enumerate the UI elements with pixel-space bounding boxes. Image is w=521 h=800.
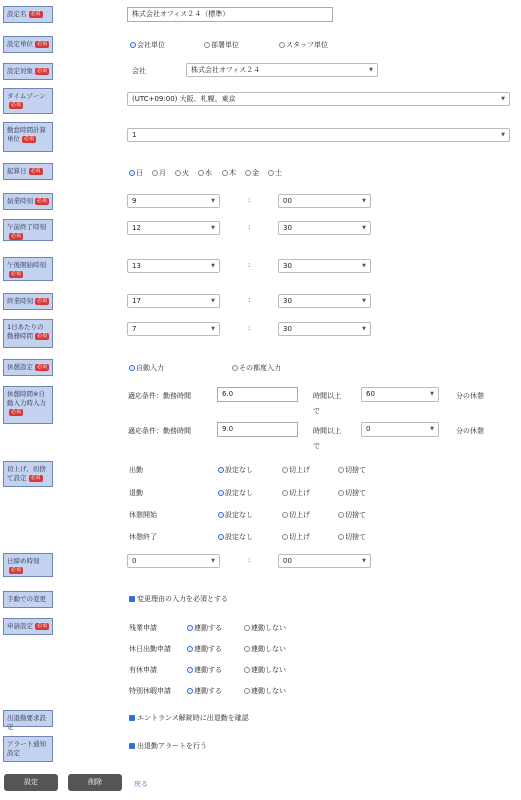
daily-minute-select[interactable]: 30 ▼ bbox=[278, 322, 371, 336]
radio-circle bbox=[187, 688, 193, 694]
label-pm-start: 午後開始時刻 必須 bbox=[3, 257, 53, 281]
radio-rounding-down[interactable]: 切捨て bbox=[338, 488, 366, 498]
radio-rounding-up[interactable]: 切上げ bbox=[282, 488, 310, 498]
radio-circle bbox=[218, 467, 224, 473]
label-requests: 申請設定 必須 bbox=[3, 618, 53, 635]
radio-rounding-none[interactable]: 設定なし bbox=[218, 532, 253, 542]
radio-circle bbox=[268, 170, 274, 176]
label-cutoff: 日締め時刻 必須 bbox=[3, 553, 53, 577]
label-end-time: 終業時刻 必須 bbox=[3, 293, 53, 310]
chevron-down-icon: ▼ bbox=[211, 198, 215, 204]
radio-request-linked[interactable]: 連動する bbox=[187, 686, 222, 696]
radio-department-unit[interactable]: 部署単位 bbox=[204, 40, 239, 50]
chevron-down-icon: ▼ bbox=[430, 391, 434, 397]
label-manual-change: 手動での変更 bbox=[3, 591, 53, 608]
chevron-down-icon: ▼ bbox=[362, 263, 366, 269]
radio-request-linked[interactable]: 連動する bbox=[187, 665, 222, 675]
time-colon: : bbox=[248, 261, 251, 269]
label-alert: アラート通知設定 bbox=[3, 736, 53, 762]
radio-break-auto[interactable]: 自動入力 bbox=[129, 363, 164, 373]
radio-request-linked[interactable]: 連動する bbox=[187, 623, 222, 633]
chevron-down-icon: ▼ bbox=[369, 67, 373, 73]
label-start-day: 起算日 必須 bbox=[3, 163, 53, 180]
submit-button[interactable]: 設定 bbox=[4, 774, 58, 791]
chevron-down-icon: ▼ bbox=[211, 326, 215, 332]
radio-circle bbox=[338, 534, 344, 540]
break-cond2-mid2: で bbox=[313, 442, 320, 450]
required-badge: 必須 bbox=[11, 101, 22, 108]
label-setting-unit: 設定単位 必須 bbox=[3, 36, 53, 53]
radio-rounding-up[interactable]: 切上げ bbox=[282, 465, 310, 475]
rounding-item-name: 退勤 bbox=[129, 489, 143, 497]
radio-circle bbox=[244, 625, 250, 631]
request-item-name: 残業申請 bbox=[129, 624, 157, 632]
radio-rounding-none[interactable]: 設定なし bbox=[218, 488, 253, 498]
label-break-setting: 休憩設定 必須 bbox=[3, 359, 53, 376]
radio-day-mon[interactable]: 月 bbox=[152, 168, 166, 178]
start-minute-select[interactable]: 00 ▼ bbox=[278, 194, 371, 208]
radio-circle bbox=[218, 490, 224, 496]
request-item-name: 休日出勤申請 bbox=[129, 645, 171, 653]
radio-company-unit[interactable]: 会社単位 bbox=[130, 40, 165, 50]
manual-change-checkbox[interactable]: 変更理由の入力を必須とする bbox=[129, 594, 228, 604]
radio-day-fri[interactable]: 金 bbox=[245, 168, 259, 178]
required-badge: 必須 bbox=[11, 566, 22, 573]
chevron-down-icon: ▼ bbox=[362, 326, 366, 332]
target-prefix: 会社 bbox=[132, 67, 146, 75]
cutoff-hour-select[interactable]: 0 ▼ bbox=[127, 554, 220, 568]
rounding-item-name: 休憩開始 bbox=[129, 511, 157, 519]
cutoff-minute-select[interactable]: 00 ▼ bbox=[278, 554, 371, 568]
radio-circle bbox=[338, 512, 344, 518]
radio-circle bbox=[204, 42, 210, 48]
break-cond1-prefix: 適応条件：勤務時間 bbox=[128, 392, 191, 400]
label-daily-hours: 1日あたりの勤務時間 必須 bbox=[3, 319, 53, 348]
radio-circle bbox=[129, 170, 135, 176]
radio-circle bbox=[244, 646, 250, 652]
radio-circle bbox=[187, 667, 193, 673]
checkbox-checked-icon bbox=[129, 715, 135, 721]
radio-circle bbox=[187, 625, 193, 631]
chevron-down-icon: ▼ bbox=[211, 225, 215, 231]
radio-staff-unit[interactable]: スタッフ単位 bbox=[279, 40, 328, 50]
radio-day-sat[interactable]: 土 bbox=[268, 168, 282, 178]
start-hour-select[interactable]: 9 ▼ bbox=[127, 194, 220, 208]
chevron-down-icon: ▼ bbox=[501, 132, 505, 138]
required-badge: 必須 bbox=[24, 135, 35, 142]
break-cond1-mid2: で bbox=[313, 407, 320, 415]
chevron-down-icon: ▼ bbox=[362, 225, 366, 231]
time-colon: : bbox=[248, 196, 251, 204]
radio-circle bbox=[222, 170, 228, 176]
radio-day-wed[interactable]: 水 bbox=[198, 168, 212, 178]
time-colon: : bbox=[248, 324, 251, 332]
label-setting-target: 設定対象 必須 bbox=[3, 63, 53, 80]
chevron-down-icon: ▼ bbox=[430, 426, 434, 432]
delete-button[interactable]: 削除 bbox=[68, 774, 122, 791]
required-badge: 必須 bbox=[37, 363, 48, 370]
radio-break-manual[interactable]: その都度入力 bbox=[232, 363, 281, 373]
required-badge: 必須 bbox=[11, 270, 22, 277]
required-badge: 必須 bbox=[37, 297, 48, 304]
radio-circle bbox=[198, 170, 204, 176]
radio-circle bbox=[282, 512, 288, 518]
chevron-down-icon: ▼ bbox=[362, 198, 366, 204]
pm-start-hour-select[interactable]: 13 ▼ bbox=[127, 259, 220, 273]
radio-day-sun[interactable]: 日 bbox=[129, 168, 143, 178]
break-cond2-mid: 時間以上 bbox=[313, 427, 341, 435]
required-badge: 必須 bbox=[37, 622, 48, 629]
label-rounding: 切上げ、切捨て設定 必須 bbox=[3, 461, 53, 487]
time-colon: : bbox=[248, 296, 251, 304]
time-colon: : bbox=[248, 223, 251, 231]
required-badge: 必須 bbox=[11, 232, 22, 239]
radio-circle bbox=[232, 365, 238, 371]
break-cond1-mid: 時間以上 bbox=[313, 392, 341, 400]
calc-unit-select[interactable]: 1 ▼ bbox=[127, 128, 510, 142]
rounding-item-name: 出勤 bbox=[129, 466, 143, 474]
pm-start-minute-select[interactable]: 30 ▼ bbox=[278, 259, 371, 273]
radio-circle bbox=[282, 534, 288, 540]
break-cond1-minutes-select[interactable]: 60 ▼ bbox=[361, 387, 439, 402]
checkbox-checked-icon bbox=[129, 596, 135, 602]
radio-circle bbox=[338, 490, 344, 496]
end-minute-select[interactable]: 30 ▼ bbox=[278, 294, 371, 308]
request-item-name: 有休申請 bbox=[129, 666, 157, 674]
chevron-down-icon: ▼ bbox=[211, 558, 215, 564]
required-badge: 必須 bbox=[37, 197, 48, 204]
break-cond1-suffix: 分の休憩 bbox=[456, 392, 484, 400]
chevron-down-icon: ▼ bbox=[211, 298, 215, 304]
am-end-minute-select[interactable]: 30 ▼ bbox=[278, 221, 371, 235]
label-setting-name: 設定名 必須 bbox=[3, 6, 53, 23]
radio-request-unlinked[interactable]: 連動しない bbox=[244, 686, 286, 696]
chevron-down-icon: ▼ bbox=[362, 298, 366, 304]
radio-circle bbox=[129, 365, 135, 371]
daily-hour-select[interactable]: 7 ▼ bbox=[127, 322, 220, 336]
radio-rounding-down[interactable]: 切捨て bbox=[338, 510, 366, 520]
radio-rounding-none[interactable]: 設定なし bbox=[218, 465, 253, 475]
timezone-select[interactable]: (UTC+09:00) 大阪、札幌、東京 ▼ bbox=[127, 92, 510, 106]
chevron-down-icon: ▼ bbox=[362, 558, 366, 564]
required-badge: 必須 bbox=[37, 332, 48, 339]
radio-rounding-up[interactable]: 切上げ bbox=[282, 510, 310, 520]
label-calc-unit: 勤怠時間計算単位 必須 bbox=[3, 122, 53, 152]
radio-rounding-down[interactable]: 切捨て bbox=[338, 532, 366, 542]
radio-circle bbox=[152, 170, 158, 176]
alert-checkbox[interactable]: 出退勤アラートを行う bbox=[129, 741, 207, 751]
radio-circle bbox=[130, 42, 136, 48]
required-badge: 必須 bbox=[37, 40, 48, 47]
target-select[interactable]: 株式会社オフィス２４ ▼ bbox=[186, 63, 378, 77]
required-badge: 必須 bbox=[30, 474, 41, 481]
radio-circle bbox=[244, 688, 250, 694]
radio-circle bbox=[244, 667, 250, 673]
radio-circle bbox=[282, 490, 288, 496]
chevron-down-icon: ▼ bbox=[501, 96, 505, 102]
required-badge: 必須 bbox=[30, 167, 41, 174]
radio-rounding-down[interactable]: 切捨て bbox=[338, 465, 366, 475]
required-badge: 必須 bbox=[11, 408, 22, 415]
break-cond2-suffix: 分の休憩 bbox=[456, 427, 484, 435]
radio-day-thu[interactable]: 木 bbox=[222, 168, 236, 178]
break-cond1-hours-input[interactable]: 6.0 bbox=[217, 387, 298, 402]
label-break-auto: 休憩時間※自動入力時入力必須 bbox=[3, 386, 53, 424]
break-cond2-hours-input[interactable]: 9.0 bbox=[217, 422, 298, 437]
radio-request-linked[interactable]: 連動する bbox=[187, 644, 222, 654]
chevron-down-icon: ▼ bbox=[211, 263, 215, 269]
time-colon: : bbox=[248, 556, 251, 564]
label-attend-request: 出退勤要求設定 bbox=[3, 710, 53, 727]
radio-request-unlinked[interactable]: 連動しない bbox=[244, 623, 286, 633]
label-am-end: 午前終了時刻 必須 bbox=[3, 219, 53, 241]
end-hour-select[interactable]: 17 ▼ bbox=[127, 294, 220, 308]
rounding-item-name: 休憩終了 bbox=[129, 533, 157, 541]
radio-day-tue[interactable]: 火 bbox=[175, 168, 189, 178]
radio-circle bbox=[282, 467, 288, 473]
checkbox-checked-icon bbox=[129, 743, 135, 749]
label-start-time: 始業時刻 必須 bbox=[3, 193, 53, 210]
radio-rounding-none[interactable]: 設定なし bbox=[218, 510, 253, 520]
setting-name-input[interactable]: 株式会社オフィス２４（標準） bbox=[127, 7, 333, 22]
radio-circle bbox=[187, 646, 193, 652]
label-timezone: タイムゾーン 必須 bbox=[3, 88, 53, 114]
radio-rounding-up[interactable]: 切上げ bbox=[282, 532, 310, 542]
radio-circle bbox=[245, 170, 251, 176]
radio-circle bbox=[338, 467, 344, 473]
radio-circle bbox=[218, 534, 224, 540]
break-cond2-minutes-select[interactable]: 0 ▼ bbox=[361, 422, 439, 437]
radio-request-unlinked[interactable]: 連動しない bbox=[244, 644, 286, 654]
break-cond2-prefix: 適応条件：勤務時間 bbox=[128, 427, 191, 435]
required-badge: 必須 bbox=[37, 67, 48, 74]
radio-request-unlinked[interactable]: 連動しない bbox=[244, 665, 286, 675]
required-badge: 必須 bbox=[30, 10, 41, 17]
request-item-name: 特別休暇申請 bbox=[129, 687, 171, 695]
back-link[interactable]: 戻る bbox=[134, 780, 148, 788]
radio-circle bbox=[218, 512, 224, 518]
am-end-hour-select[interactable]: 12 ▼ bbox=[127, 221, 220, 235]
radio-circle bbox=[279, 42, 285, 48]
attend-request-checkbox[interactable]: エントランス解錠時に出退勤を確認 bbox=[129, 713, 249, 723]
radio-circle bbox=[175, 170, 181, 176]
